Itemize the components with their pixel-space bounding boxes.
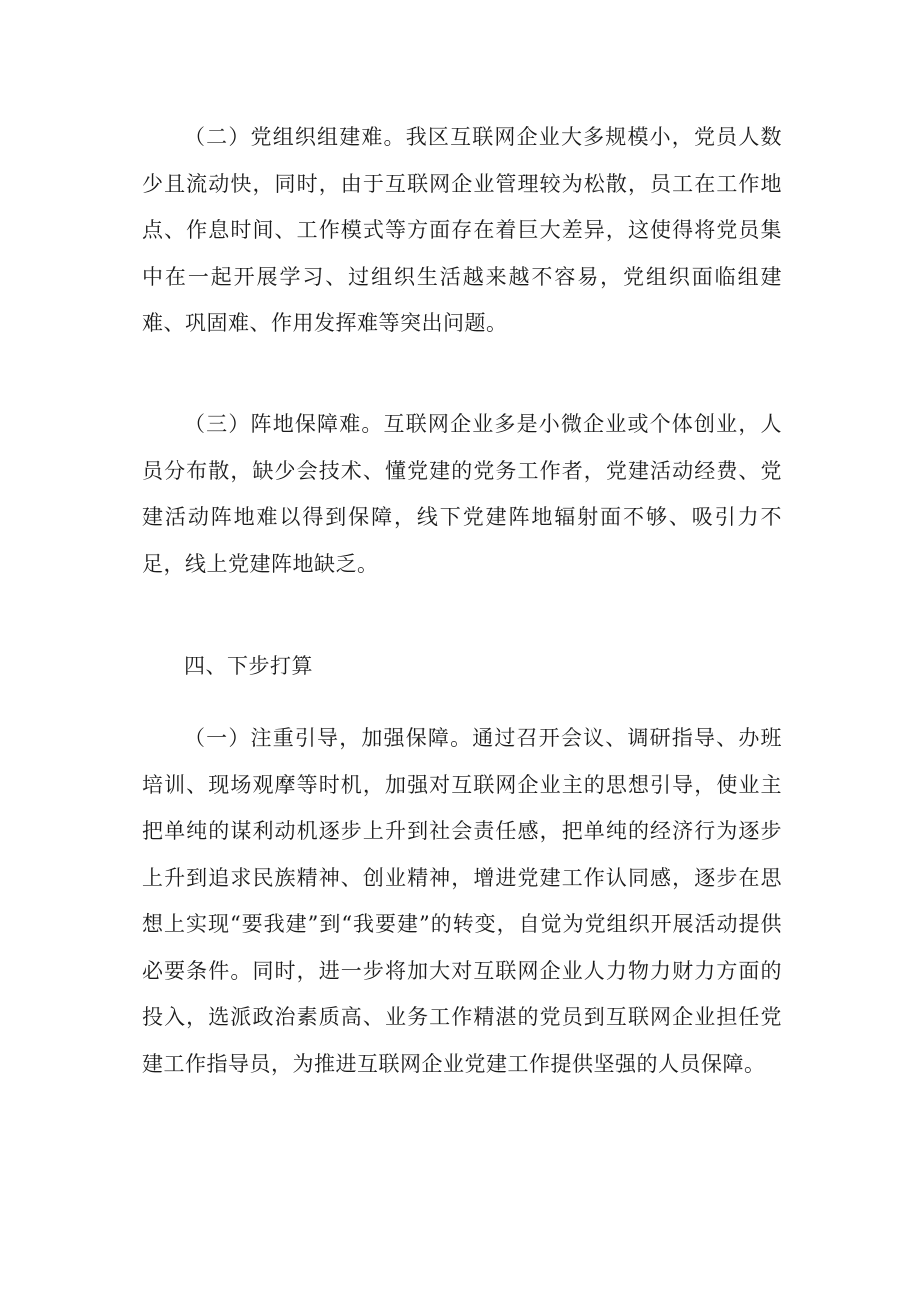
paragraph-position-guarantee-difficulty: （三）阵地保障难。互联网企业多是小微企业或个体创业，人员分布散，缺少会技术、懂党建的党务工作者，党建活动经费、党建活动阵地难以得到保障，线下党建阵地辐射面不够、吸引力不足，线上党建阵地缺乏。 [142,412,782,576]
section-heading-next-steps: 四、下步打算 [184,654,313,678]
paragraph-party-organization-difficulty: （二）党组织组建难。我区互联网企业大多规模小，党员人数少且流动快，同时，由于互联网企业管理较为松散，员工在工作地点、作息时间、工作模式等方面存在着巨大差异，这使得将党员集中在一起开展学习、过组织生活越来越不容易，党组织面临组建难、巩固难、作用发挥难等突出问题。 [142,125,782,335]
paragraph-guidance-and-guarantee: （一）注重引导，加强保障。通过召开会议、调研指导、办班培训、现场观摩等时机，加强对互联网企业主的思想引导，使业主把单纯的谋利动机逐步上升到社会责任感，把单纯的经济行为逐步上升到追求民族精神、创业精神，增进党建工作认同感，逐步在思想上实现“要我建”到“我要建”的转变，自觉为党组织开展活动提供必要条件。同时，进一步将加大对互联网企业人力物力财力方面的投入，选派政治素质高、业务工作精湛的党员到互联网企业担任党建工作指导员，为推进互联网企业党建工作提供坚强的人员保障。 [142,726,782,1076]
